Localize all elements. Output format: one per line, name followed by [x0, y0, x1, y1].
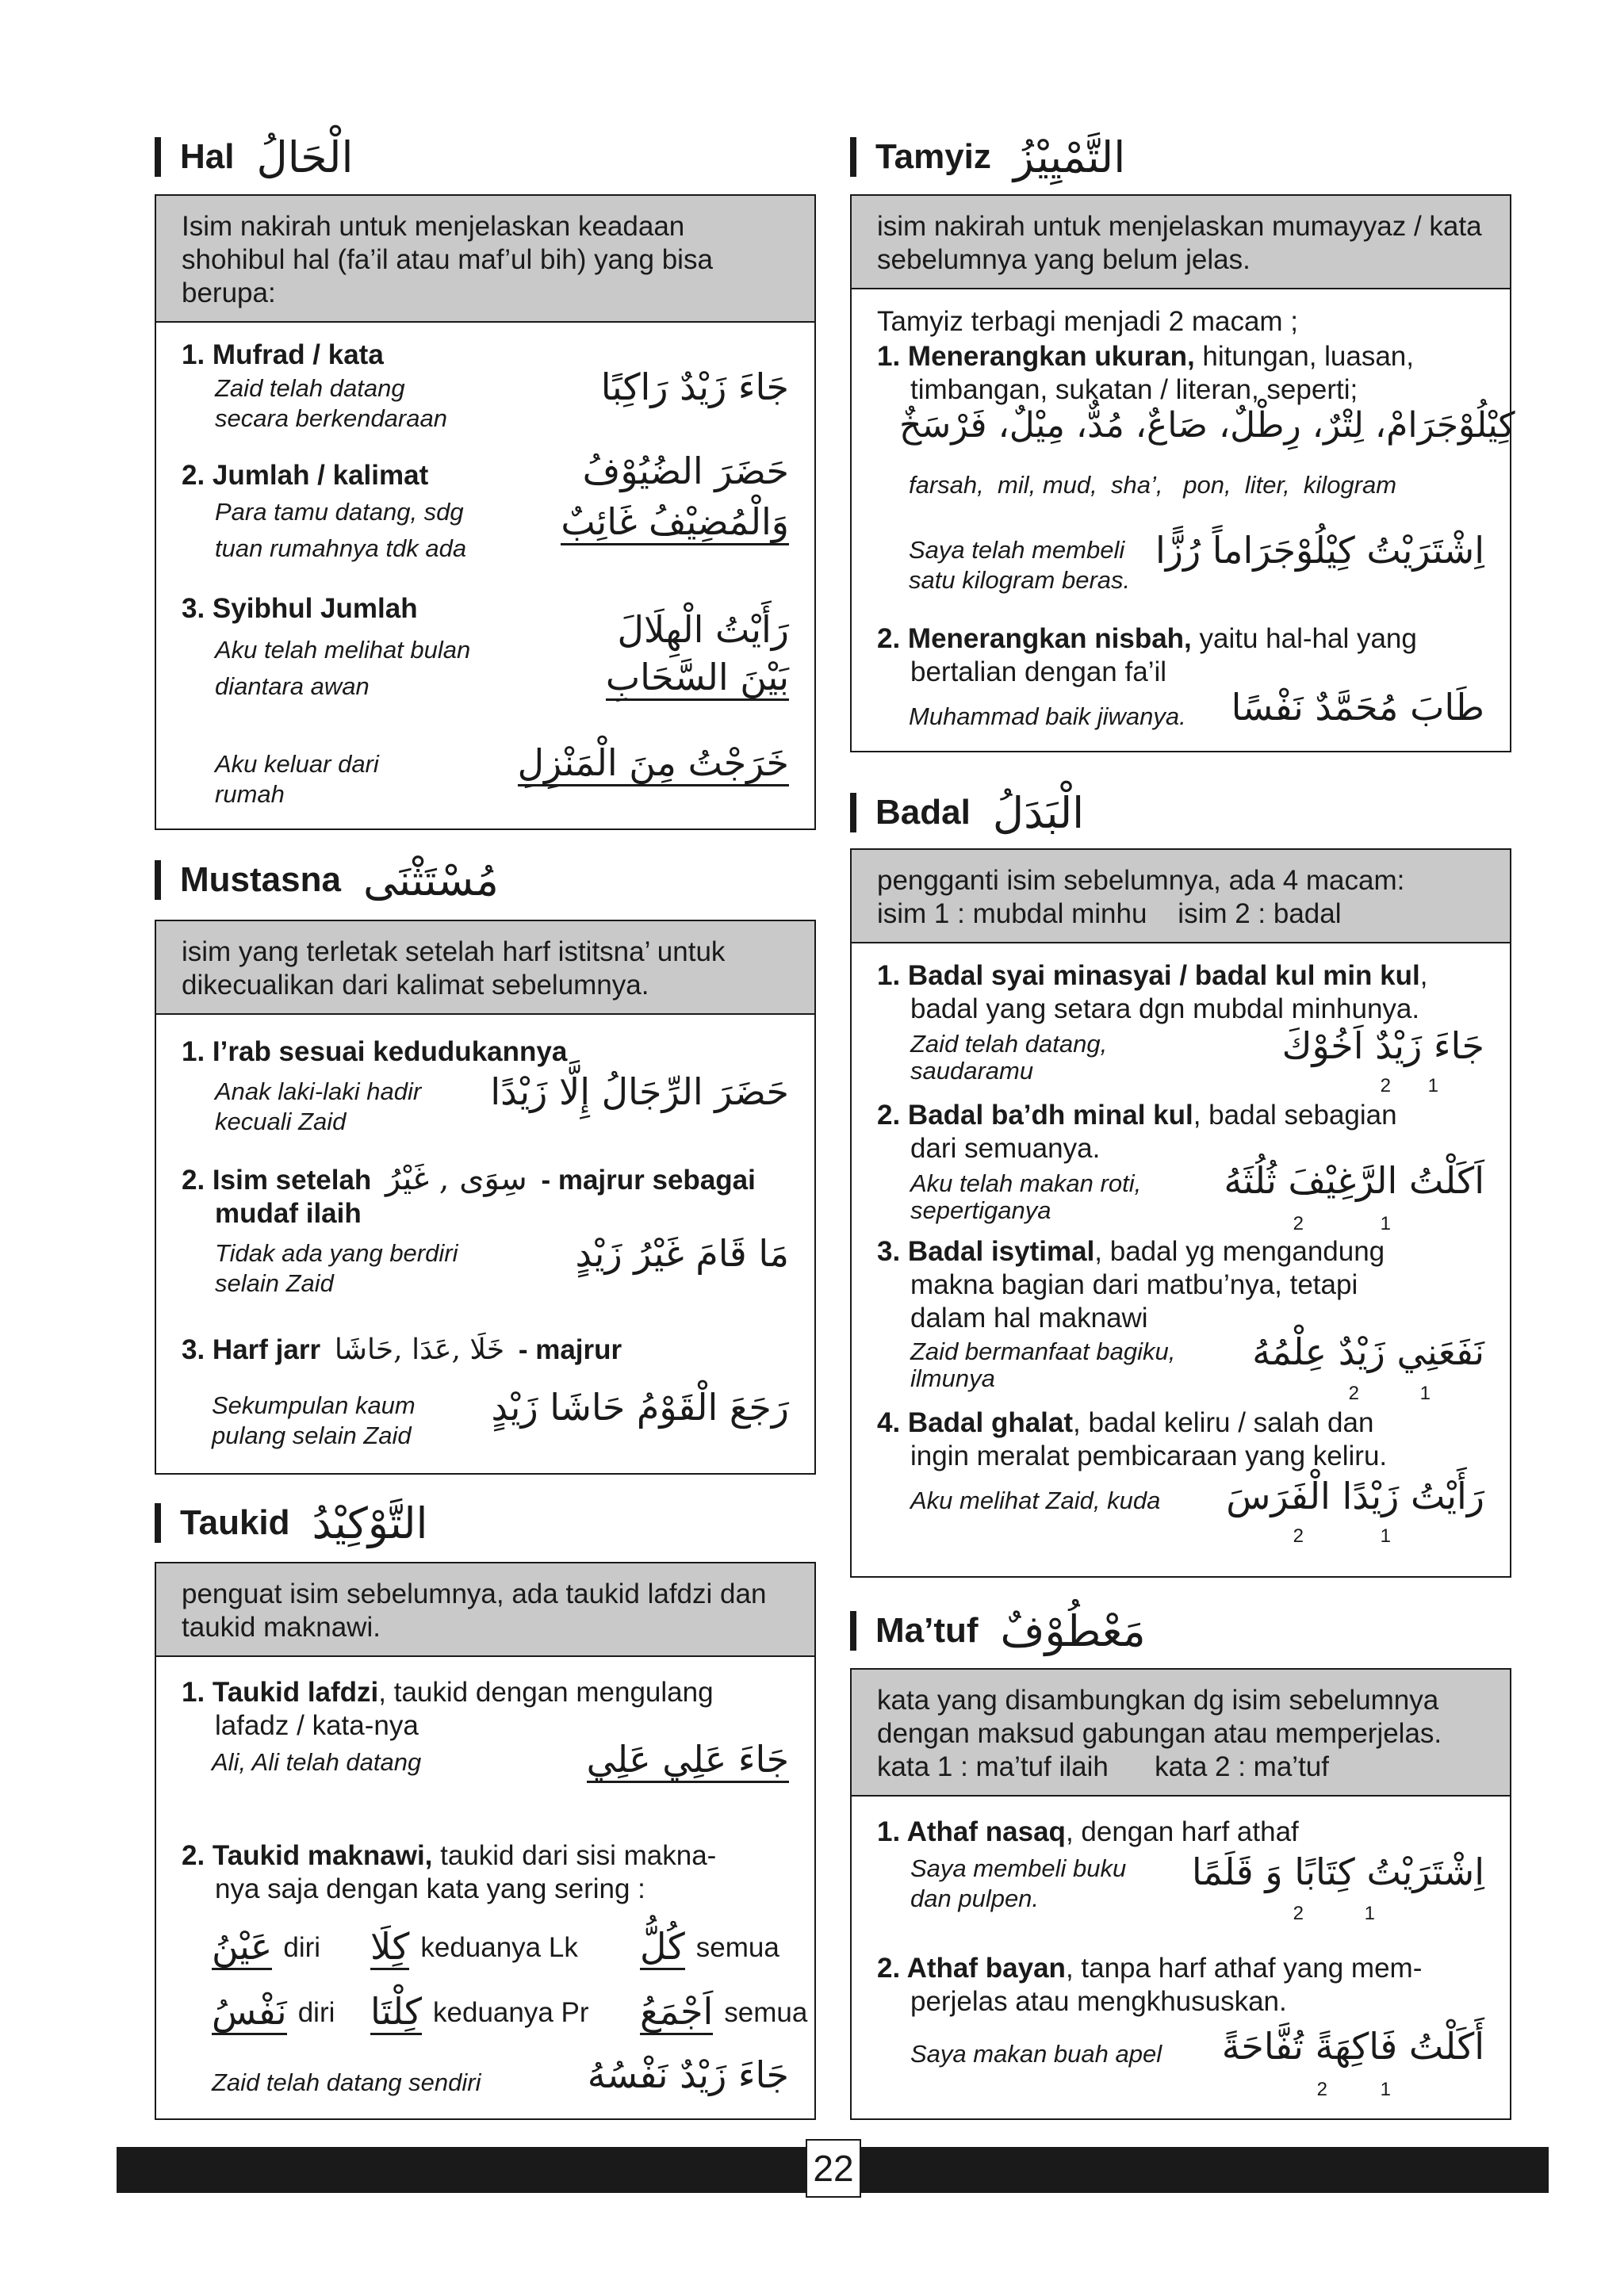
badal-definition	[852, 850, 1510, 943]
arabic-example-line2: بَيْنَ السَّحَابِ	[606, 656, 789, 701]
section-name: Hal	[180, 137, 235, 176]
arabic-example-line1: رَأَيْتُ الْهِلَالَ	[617, 608, 789, 651]
matuf-item-1	[877, 1816, 1494, 1924]
heading-rest: , dengan harf athaf	[1065, 1816, 1299, 1847]
taukid-title	[155, 1495, 428, 1551]
example-translation: Aku telah melihat bulan diantara awan	[215, 636, 471, 700]
title-bar	[850, 793, 856, 832]
marker-2: 2	[1293, 1903, 1304, 1924]
arabic-example: جَاءَ زَيْدٌ اَخُوْكَ	[1281, 1024, 1484, 1067]
example-translation: Zaid bermanfaat bagiku, ilmunya	[910, 1337, 1176, 1392]
heading-rest: , tanpa harf athaf yang mem-	[1065, 1953, 1423, 1984]
section-name-arabic: الْبَدَلُ	[992, 787, 1085, 838]
example-translation: Zaid telah datang sendiri	[212, 2068, 481, 2096]
heading-line2: timbangan, sukatan / literan, seperti;	[910, 374, 1358, 405]
definition-line1: pengganti isim sebelumnya, ada 4 macam:	[877, 865, 1405, 896]
heading-rest: yaitu hal-hal yang	[1191, 623, 1417, 654]
word-arabic: عَيْنُ	[212, 1925, 272, 1970]
word-arabic: كِلْتَا	[370, 1990, 422, 2035]
item-heading	[877, 1099, 1494, 1132]
heading-rest: ,	[1419, 960, 1428, 991]
arabic-example: أَكَلْتُ فَاكِهَةً تُفَّاحَةً	[1221, 2025, 1484, 2068]
hal-item-1	[182, 339, 799, 432]
taukid-definition: penguat isim sebelumnya, ada taukid lafdzi dan taukid maknawi.	[156, 1563, 814, 1657]
matuf-title	[850, 1603, 1146, 1659]
item-heading	[877, 340, 1494, 373]
hal-title	[155, 129, 354, 185]
word-arabic: كُلُّ	[640, 1925, 685, 1970]
mustasna-item-3	[182, 1334, 799, 1449]
tamyiz-title	[850, 129, 1125, 185]
heading-part-b: - majrur sebagai	[541, 1165, 756, 1196]
heading-line2: lafadz / kata-nya	[215, 1710, 419, 1741]
heading-rest: , badal yg mengandung	[1094, 1236, 1385, 1267]
section-name: Badal	[875, 793, 971, 832]
marker-1: 1	[1380, 1213, 1391, 1234]
tamyiz-intro: Tamyiz terbagi menjadi 2 macam ;	[877, 306, 1299, 337]
heading-line2: ingin meralat pembicaraan yang keliru.	[910, 1441, 1388, 1471]
marker-1: 1	[1419, 1383, 1431, 1404]
word-label: diri	[283, 1931, 321, 1963]
heading-rest: , taukid dengan mengulang	[378, 1677, 714, 1708]
marker-2: 2	[1348, 1383, 1359, 1404]
title-bar	[850, 1611, 856, 1651]
tamyiz-box	[850, 194, 1515, 752]
taukid-item-1	[182, 1676, 799, 1781]
section-name: Mustasna	[180, 860, 341, 899]
word-label: keduanya Lk	[420, 1931, 578, 1963]
section-name: Ma’tuf	[875, 1611, 979, 1650]
arabic-example: اَكَلْتُ الرَّغِيْفَ ثُلُثَهُ	[1224, 1159, 1484, 1202]
marker-1: 1	[1380, 2079, 1391, 2100]
page-number: 22	[806, 2139, 861, 2198]
heading-bold: 3. Badal isytimal	[877, 1236, 1095, 1267]
heading-bold: 1. Taukid lafdzi	[182, 1677, 379, 1708]
arabic-example: جَاءَ عَلِي عَلِي	[587, 1738, 789, 1783]
marker-2: 2	[1293, 1213, 1304, 1234]
example-translation: Para tamu datang, sdg tuan rumahnya tdk ada	[215, 498, 467, 562]
section-name-arabic: الْحَالُ	[256, 132, 354, 182]
item-heading	[877, 1816, 1494, 1849]
definition-line2: dengan maksud gabungan atau memperjelas.	[877, 1718, 1442, 1749]
taukid-word-2	[370, 1925, 578, 1970]
heading-bold: 1. Badal syai minasyai / badal kul min kul	[877, 960, 1420, 991]
example-translation: Ali, Ali telah datang	[212, 1748, 422, 1776]
taukid-word-3	[640, 1925, 779, 1970]
heading-part-a: 2. Isim setelah	[182, 1165, 372, 1196]
heading-bold: 2. Taukid maknawi,	[182, 1840, 433, 1871]
heading-bold: 4. Badal ghalat	[877, 1407, 1074, 1438]
mustasna-title	[155, 852, 499, 908]
taukid-word-5	[370, 1990, 589, 2035]
heading-bold: 2. Athaf bayan	[877, 1953, 1066, 1984]
heading-line2: dari semuanya.	[910, 1133, 1101, 1164]
arabic-example-text: جَاءَ زَيْدٌ نَفْسُهُ	[587, 2053, 789, 2096]
section-name: Tamyiz	[875, 137, 991, 176]
item-heading	[182, 1839, 799, 1873]
mustasna-item-2	[182, 1161, 799, 1297]
hal-item-2	[182, 450, 799, 562]
arabic-example: حَضَرَ الرِّجَالُ إِلَّا زَيْدًا	[490, 1070, 789, 1113]
heading-arabic: سِوَى , غَيْرُ	[385, 1161, 527, 1197]
heading-bold: 2. Menerangkan nisbah,	[877, 623, 1192, 654]
heading-bold: 1. Menerangkan ukuran,	[877, 341, 1195, 372]
heading-bold: 2. Badal ba’dh minal kul	[877, 1100, 1193, 1131]
section-name: Taukid	[180, 1503, 290, 1542]
marker-2: 2	[1380, 1075, 1391, 1096]
badal-box	[850, 848, 1511, 1578]
example-translation: Zaid telah datang secara berkendaraan	[215, 374, 447, 432]
matuf-definition	[852, 1670, 1510, 1797]
heading-rest: taukid dari sisi makna-	[432, 1840, 717, 1871]
example-translation: Sekumpulan kaum pulang selain Zaid	[212, 1391, 416, 1449]
heading-line2: badal yang setara dgn mubdal minhunya.	[910, 993, 1420, 1024]
title-bar	[155, 137, 161, 177]
title-bar	[850, 137, 856, 177]
word-arabic: نَفْسُ	[212, 1990, 287, 2035]
definition-line2: isim 1 : mubdal minhu isim 2 : badal	[877, 898, 1342, 929]
hal-box	[155, 194, 816, 830]
mustasna-item-1	[182, 1035, 799, 1135]
heading-line2: makna bagian dari matbu’nya, tetapi	[910, 1269, 1358, 1300]
heading-bold: 1. Athaf nasaq	[877, 1816, 1066, 1847]
example-translation: Aku telah makan roti, sepertiganya	[910, 1169, 1142, 1224]
example-translation: Saya membeli buku dan pulpen.	[910, 1854, 1127, 1912]
section-name-arabic: التَّوْكِيْدُ	[312, 1498, 428, 1548]
item-heading: 3. Syibhul Jumlah	[182, 593, 418, 624]
example-translation: Aku melihat Zaid, kuda	[910, 1487, 1161, 1514]
heading-rest: hitungan, luasan,	[1194, 341, 1414, 372]
arabic-example: رَجَعَ الْقَوْمُ حَاشَا زَيْدٍ	[491, 1386, 789, 1429]
taukid-word-1	[212, 1925, 320, 1970]
word-label: keduanya Pr	[433, 1996, 589, 2028]
heading-line2: bertalian dengan fa’il	[910, 656, 1167, 687]
item-heading: 1. I’rab sesuai kedudukannya	[182, 1036, 568, 1067]
example-translation: Aku keluar dari rumah	[215, 750, 379, 808]
title-bar	[155, 1503, 161, 1543]
matuf-box	[850, 1668, 1511, 2120]
word-label: semua	[724, 1996, 808, 2028]
matuf-item-2	[877, 1952, 1494, 2100]
word-label: semua	[695, 1931, 779, 1963]
arabic-example: خَرَجْتُ مِنَ الْمَنْزِلِ	[518, 741, 789, 786]
example-translation: Saya telah membeli satu kilogram beras.	[909, 536, 1131, 594]
item-heading	[877, 1235, 1494, 1269]
mustasna-definition: isim yang terletak setelah harf istitsna’ untuk dikecualikan dari kalimat sebelumnya.	[156, 921, 814, 1015]
heading-line2: perjelas atau mengkhususkan.	[910, 1986, 1287, 2017]
section-name-arabic: مَعْطُوْفٌ	[1000, 1605, 1146, 1656]
item-heading	[182, 1676, 799, 1709]
arabic-example-line2: وَالْمُضِيْفُ غَائِبٌ	[561, 500, 789, 545]
arabic-example: مَا قَامَ غَيْرُ زَيْدٍ	[575, 1232, 789, 1275]
heading-part-b: - majrur	[518, 1334, 622, 1365]
heading-part-a: 3. Harf jarr	[182, 1334, 321, 1365]
taukid-word-4	[212, 1990, 335, 2035]
marker-1: 1	[1380, 1525, 1391, 1547]
word-arabic: اَجْمَعُ	[640, 1990, 713, 2035]
marker-1: 1	[1427, 1075, 1438, 1096]
marker-2: 2	[1293, 1525, 1304, 1547]
taukid-word-6	[640, 1990, 807, 2035]
section-name-arabic: التَّمْيِيْزُ	[1013, 132, 1126, 182]
heading-continued: mudaf ilaih	[215, 1198, 362, 1229]
badal-item-2	[877, 1099, 1494, 1234]
hal-definition: Isim nakirah untuk menjelaskan keadaan shohibul hal (fa’il atau maf’ul bih) yang bisa berupa:	[156, 196, 814, 323]
example-translation: Anak laki-laki hadir kecuali Zaid	[215, 1077, 422, 1135]
arabic-example	[588, 2053, 789, 2096]
item-heading	[182, 1162, 799, 1197]
title-bar	[155, 860, 161, 900]
arabic-example: جَاءَ زَيْدٌ رَاكِبًا	[600, 365, 789, 408]
item-heading	[877, 622, 1494, 656]
item-heading	[877, 959, 1494, 993]
definition-line3: kata 1 : ma’tuf ilaih kata 2 : ma’tuf	[877, 1751, 1329, 1782]
item-heading: 2. Jumlah / kalimat	[182, 460, 429, 491]
mustasna-box	[155, 920, 816, 1475]
example-translation: Tidak ada yang berdiri selain Zaid	[215, 1239, 458, 1297]
marker-1: 1	[1364, 1903, 1375, 1924]
tamyiz-item-2	[877, 622, 1494, 689]
arabic-example: رَأَيْتُ زَيْدًا الْفَرَسَ	[1226, 1475, 1484, 1517]
units-latin: farsah, mil, mud, sha’, pon, liter, kilogram	[909, 471, 1397, 499]
tamyiz-item-1	[877, 340, 1494, 407]
item-heading	[877, 1952, 1494, 1985]
word-label: diri	[297, 1996, 335, 2028]
taukid-box	[155, 1562, 816, 2120]
heading-line3: dalam hal maknawi	[910, 1303, 1148, 1334]
arabic-example: طَابَ مُحَمَّدٌ نَفْسًا	[1231, 686, 1484, 729]
heading-line2: nya saja dengan kata yang sering :	[215, 1873, 645, 1904]
example-translation: Muhammad baik jiwanya.	[909, 702, 1186, 730]
item-heading	[182, 1334, 799, 1367]
heading-arabic: خَلَا ,عَدَا ,حَاشَا	[334, 1334, 505, 1366]
arabic-example: اِشْتَرَيْتُ كِيْلُوْجَرَاماً رُزًّا	[1155, 529, 1484, 572]
heading-rest: , badal keliru / salah dan	[1073, 1407, 1374, 1438]
item-heading	[877, 1406, 1494, 1440]
arabic-example: اِشْتَرَيْتُ كِتَابًا وَ قَلَمًا	[1191, 1850, 1484, 1893]
badal-item-4	[877, 1406, 1494, 1547]
badal-item-1	[877, 959, 1494, 1096]
tamyiz-definition: isim nakirah untuk menjelaskan mumayyaz / kata sebelumnya yang belum jelas.	[852, 196, 1510, 289]
arabic-example: نَفَعَنِي زَيْدٌ عِلْمُهُ	[1252, 1330, 1484, 1373]
example-translation: Saya makan buah apel	[910, 2040, 1162, 2068]
badal-item-3	[877, 1235, 1494, 1404]
marker-2: 2	[1316, 2079, 1327, 2100]
word-arabic: كِلَا	[370, 1925, 409, 1970]
item-heading: 1. Mufrad / kata	[182, 339, 384, 370]
heading-rest: , badal sebagian	[1193, 1100, 1397, 1131]
units-arabic: كِيْلُوْجَرَامْ، لِتْرٌ، رِطْلٌ، صَاعٌ، مُدٌّ، مِيْلٌ، فَرْسَخٌ	[899, 405, 1515, 446]
example-translation: Zaid telah datang, saudaramu	[910, 1030, 1108, 1085]
section-name-arabic: مُسْتَثْنَى	[362, 855, 499, 905]
hal-item-3	[182, 592, 799, 700]
taukid-item-2	[182, 1839, 799, 1906]
arabic-example-line1: حَضَرَ الضُيُوْفُ	[582, 450, 789, 492]
badal-title	[850, 785, 1084, 840]
definition-line1: kata yang disambungkan dg isim sebelumnya	[877, 1685, 1439, 1716]
